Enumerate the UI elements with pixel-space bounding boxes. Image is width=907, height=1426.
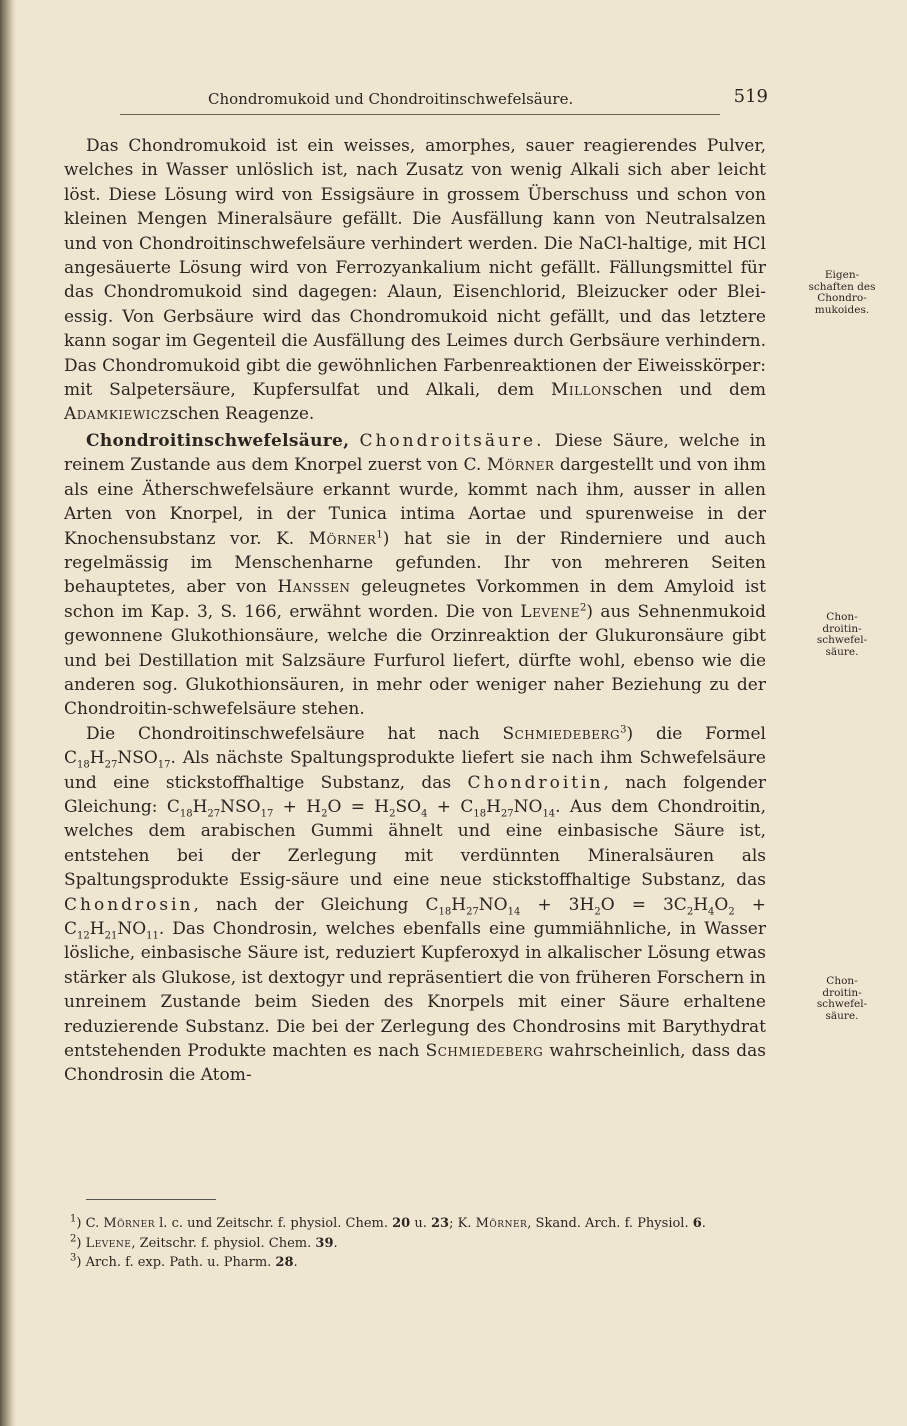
footnote-2: $^2$) Levene, Zeitschr. f. physiol. Chem. 39. (70, 1233, 338, 1251)
paragraph-chondromukoid: Das Chondromukoid ist ein weisses, amorphes, sauer reagierendes Pulver, welches in Wasser unlöslich ist, nach Zusatz von wenig Alkali sich aber leicht löst. Diese Lösung wird von Essigsäure in grossem Überschuss und schon von kleinen Mengen Mineralsäure gefällt. Die Ausfällung kann von Neutralsalzen und von Chondroitinschwefelsäure verhindert werden. Die NaCl-haltige, mit HCl angesäuerte Lösung wird von Ferrozyankalium nicht gefällt. Fällungsmittel für das Chondromukoid sind dagegen: Alaun, Eisenchlorid, Bleizucker oder Blei-essig. Von Gerbsäure wird das Chondromukoid nicht gefällt, und das letztere kann sogar im Gegenteil die Ausfällung des Leimes durch Gerbsäure verhindern. Das Chondromukoid gibt die gewöhnlichen Farbenreaktionen der Eiweisskörper: mit Salpetersäure, Kupfersulfat und Alkali, dem Millonschen und dem Adamkiewiczschen Reagenze. (64, 136, 767, 425)
chemical-formula: $C_{18}H_{27}NSO_{17}$ (64, 748, 171, 771)
footnote-rule (86, 1199, 216, 1200)
margin-note-chondroitinschwefelsaeure-1: Chon- droitin- schwefel- säure. (816, 611, 868, 658)
footnote-ref: 1 (376, 528, 383, 540)
page-header (208, 86, 768, 110)
term-chondrosin: Chondrosin (64, 894, 194, 915)
author-name: Hanssen (277, 577, 351, 598)
author-name: Schmiedeberg (502, 723, 621, 744)
body-text (64, 134, 766, 1088)
page-number: 519 (733, 86, 768, 107)
running-title: Chondromukoid und Chondroitinschwefelsäure. (208, 90, 574, 108)
term-chondroitin: Chondroitin (467, 772, 604, 793)
author-name: Schmiedeberg (425, 1041, 544, 1062)
footnote-ref: 3 (620, 724, 627, 736)
author-name: Adamkiewicz (64, 404, 170, 425)
synonym-term: Chondroitsäure. (359, 430, 545, 451)
footnotes (70, 1214, 770, 1273)
chemical-equation: $C_{18}H_{27}NSO_{17} + H_2O = H_2SO_4 + C_{18}H_{27}NO_{14}$ (166, 796, 556, 820)
author-name: Mörner (308, 528, 377, 549)
footnote-3: $^3$) Arch. f. exp. Path. u. Pharm. 28. (70, 1252, 298, 1270)
author-name: Mörner (486, 455, 555, 476)
page-binding-edge (0, 0, 16, 1426)
header-rule (120, 114, 720, 115)
section-heading: Chondroitinschwefelsäure, (86, 430, 350, 451)
chemical-equation: $C_{18}H_{27}NO_{14} + 3H_2O = 3C_2H_4O_2 + C_{12}H_{21}NO_{11}$ (64, 894, 766, 942)
author-name: Millon (550, 380, 613, 401)
footnote-1: $^1$) C. Mörner l. c. und Zeitschr. f. physiol. Chem. 20 u. 23; K. Mörner, Skand. Arch. f. Physiol. 6. (70, 1213, 706, 1231)
paragraph-formula: Die Chondroitinschwefelsäure hat nach Schmiedeberg$^3$) die Formel $C_{18}H_{27}NSO_{17}$. Als nächste Spaltungsprodukte liefert sie nach ihm Schwefelsäure und eine stickstoffhaltige Substanz, das Chondroitin, nach folgender Gleichung: $C_{18}H_{27}NSO_{17} + H_2O = H_2SO_4 + C_{18}H_{27}NO_{14}$. Aus dem Chondroitin, welches dem arabischen Gummi ähnelt und eine einbasische Säure ist, entstehen bei der Zerlegung mit verdünnten Mineralsäuren als Spaltungsprodukte Essig-säure und eine neue stickstoffhaltige Substanz, das Chondrosin, nach der Gleichung $C_{18}H_{27}NO_{14} + 3H_2O = 3C_2H_4O_2 + C_{12}H_{21}NO_{11}$. Das Chondrosin, welches ebenfalls eine gummiähnliche, in Wasser lösliche, einbasische Säure ist, reduziert Kupferoxyd in alkalischer Lösung etwas stärker als Glukose, ist dextogyr und repräsentiert die von früheren Forschern in unreinem Zustande beim Sieden des Knorpels mit einer Säure erhaltene reduzierende Substanz. Die bei der Zerlegung des Chondrosins mit Barythydrat entstehenden Produkte machten es nach Schmiedeberg wahrscheinlich, dass das Chondrosin die Atom- (64, 723, 766, 1086)
footnote-ref: 2 (580, 602, 587, 614)
author-name: Levene (520, 601, 581, 622)
margin-note-eigenschaften: Eigen- schaften des Chondro- mukoides. (808, 269, 876, 316)
paragraph-chondroitinschwefelsaeure: Chondroitinschwefelsäure, Chondroitsäure. Diese Säure, welche in reinem Zustande aus dem Knorpel zuerst von C. Mörner dargestellt und von ihm als eine Ätherschwefelsäure erkannt wurde, kommt nach ihm, ausser in allen Arten von Knorpel, in der Tunica intima Aortae und spurenweise in der Knochensubstanz vor. K. Mörner$^1$) hat sie in der Rinderniere und auch regelmässig im Menschenharne gefunden. Ihr von mehreren Seiten behauptetes, aber von Hanssen geleugnetes Vorkommen in dem Amyloid ist schon im Kap. 3, S. 166, erwähnt worden. Die von Levene$^2$) aus Sehnenmukoid gewonnene Glukothionsäure, welche die Orzinreaktion der Glukuronsäure gibt und bei Destillation mit Salzsäure Furfurol liefert, dürfte wohl, ebenso wie die anderen sog. Glukothionsäuren, in mehr oder weniger naher Beziehung zu der Chondroitin-schwefelsäure stehen. (64, 430, 766, 720)
margin-note-chondroitinschwefelsaeure-2: Chon- droitin- schwefel- säure. (816, 975, 868, 1022)
